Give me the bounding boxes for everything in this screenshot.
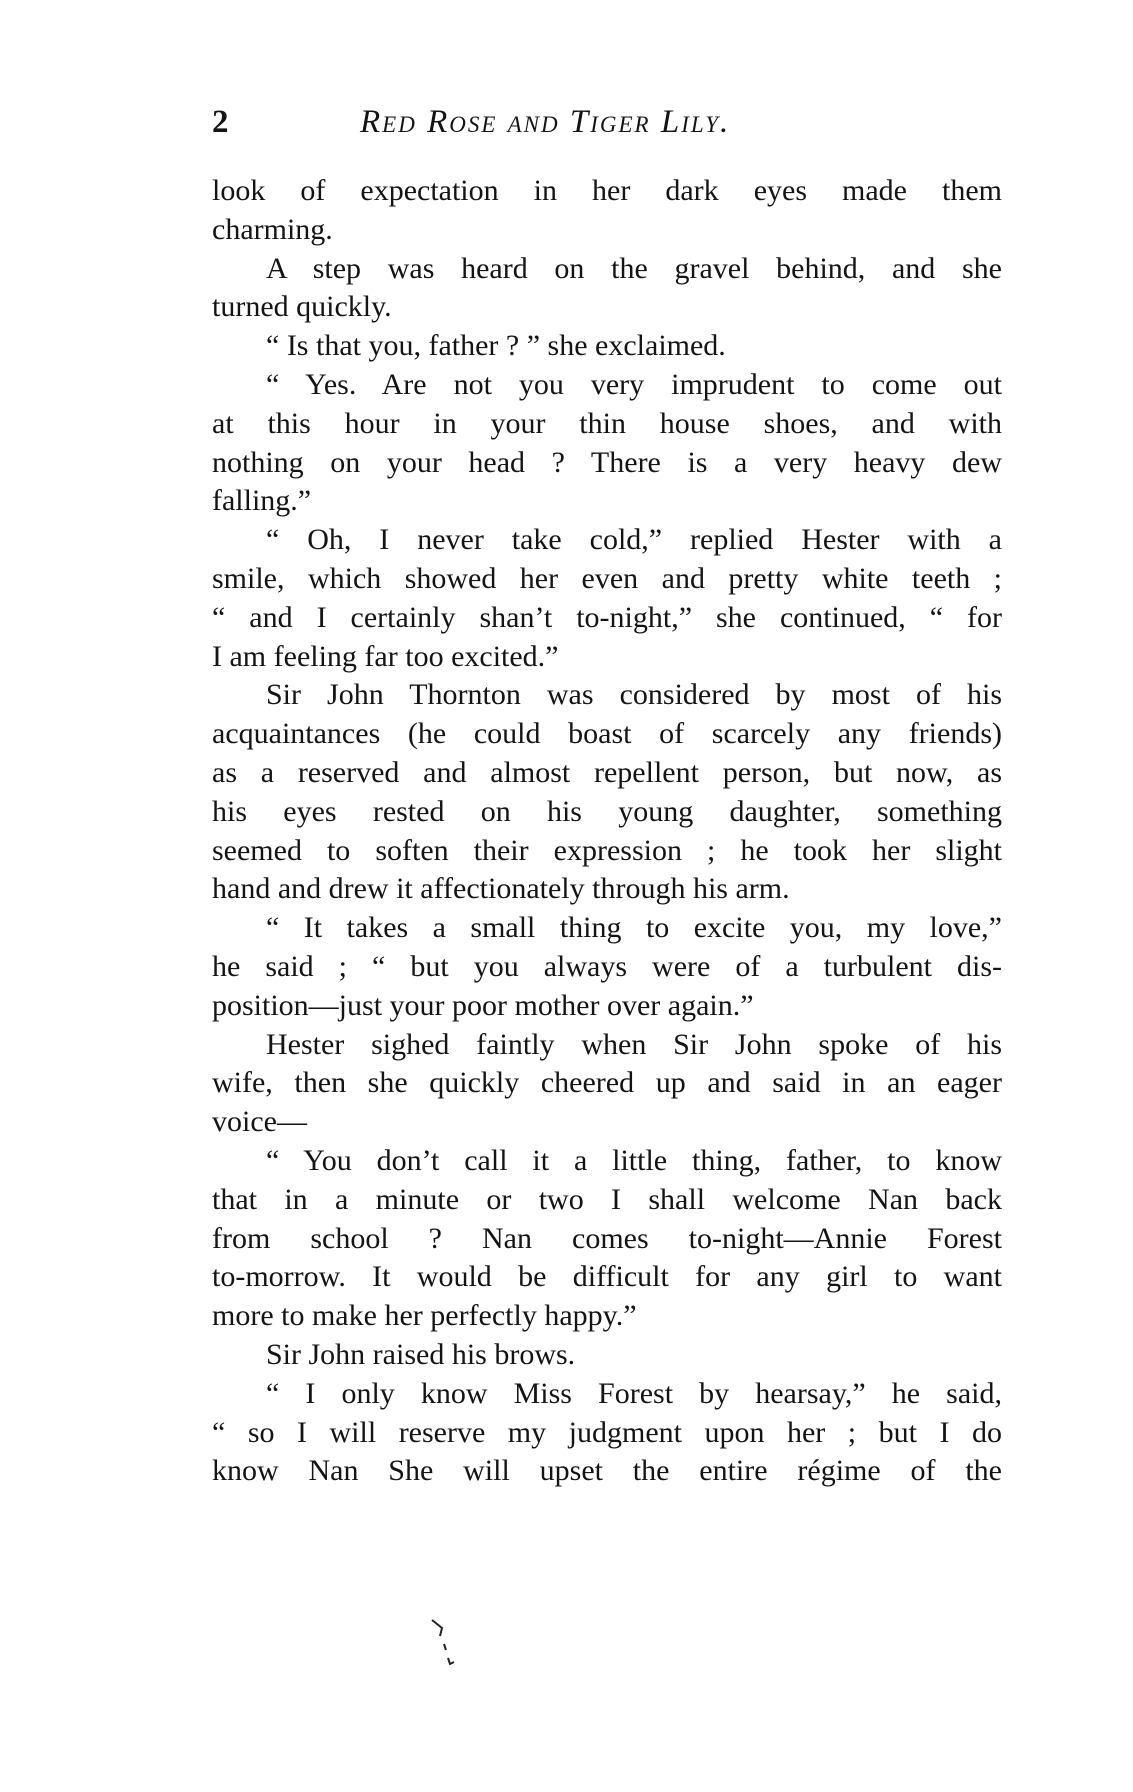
text-line: charming.: [212, 212, 333, 246]
text-line: his eyes rested on his young daughter, something: [212, 794, 1002, 828]
text-line: hand and drew it affectionately through his arm.: [212, 872, 790, 906]
text-line: “ You don’t call it a little thing, father, to know: [266, 1143, 1002, 1177]
text-line: “ and I certainly shan’t to-night,” she continued, “ for: [212, 600, 1002, 634]
page-number: 2: [212, 104, 229, 140]
text-line: position—just your poor mother over again.”: [212, 988, 754, 1022]
text-line: wife, then she quickly cheered up and said in an eager: [212, 1066, 1002, 1100]
text-line: from school ? Nan comes to-night—Annie Forest: [212, 1221, 1002, 1255]
text-line: smile, which showed her even and pretty white teeth ;: [212, 561, 1002, 595]
text-line: falling.”: [212, 484, 312, 518]
text-line: “ so I will reserve my judgment upon her ; but I do: [212, 1415, 1002, 1449]
text-line: Sir John raised his brows.: [266, 1337, 576, 1371]
ink-mark-icon: [424, 1614, 464, 1670]
text-line: I am feeling far too excited.”: [212, 639, 559, 673]
running-title: Red Rose and Tiger Lily.: [360, 104, 731, 140]
text-line: “ Is that you, father ? ” she exclaimed.: [266, 329, 726, 363]
text-line: “ It takes a small thing to excite you, my love,”: [266, 911, 1002, 945]
text-line: “ Oh, I never take cold,” replied Hester with a: [266, 523, 1002, 557]
text-line: know Nan She will upset the entire régime of the: [212, 1454, 1002, 1488]
text-line: more to make her perfectly happy.”: [212, 1299, 637, 1333]
text-line: Sir John Thornton was considered by most of his: [266, 678, 1002, 712]
text-line: look of expectation in her dark eyes made them: [212, 174, 1002, 207]
text-line: A step was heard on the gravel behind, and she: [266, 251, 1002, 285]
text-line: he said ; “ but you always were of a turbulent dis-: [212, 949, 1002, 983]
text-line: nothing on your head ? There is a very heavy dew: [212, 445, 1002, 479]
text-line: “ I only know Miss Forest by hearsay,” he said,: [266, 1376, 1002, 1410]
text-line: at this hour in your thin house shoes, and with: [212, 406, 1002, 440]
text-line: acquaintances (he could boast of scarcely any friends): [212, 717, 1002, 751]
text-line: voice—: [212, 1105, 307, 1139]
text-line: as a reserved and almost repellent person, but now, as: [212, 755, 1002, 789]
text-line: “ Yes. Are not you very imprudent to come out: [266, 367, 1002, 401]
body-text: [212, 172, 1002, 1491]
text-line: turned quickly.: [212, 290, 392, 324]
text-line: that in a minute or two I shall welcome Nan back: [212, 1182, 1002, 1216]
text-line: Hester sighed faintly when Sir John spoke of his: [266, 1027, 1002, 1061]
text-line: to-morrow. It would be difficult for any girl to want: [212, 1260, 1002, 1294]
text-line: seemed to soften their expression ; he took her slight: [212, 833, 1002, 867]
page-header: [212, 100, 1002, 144]
